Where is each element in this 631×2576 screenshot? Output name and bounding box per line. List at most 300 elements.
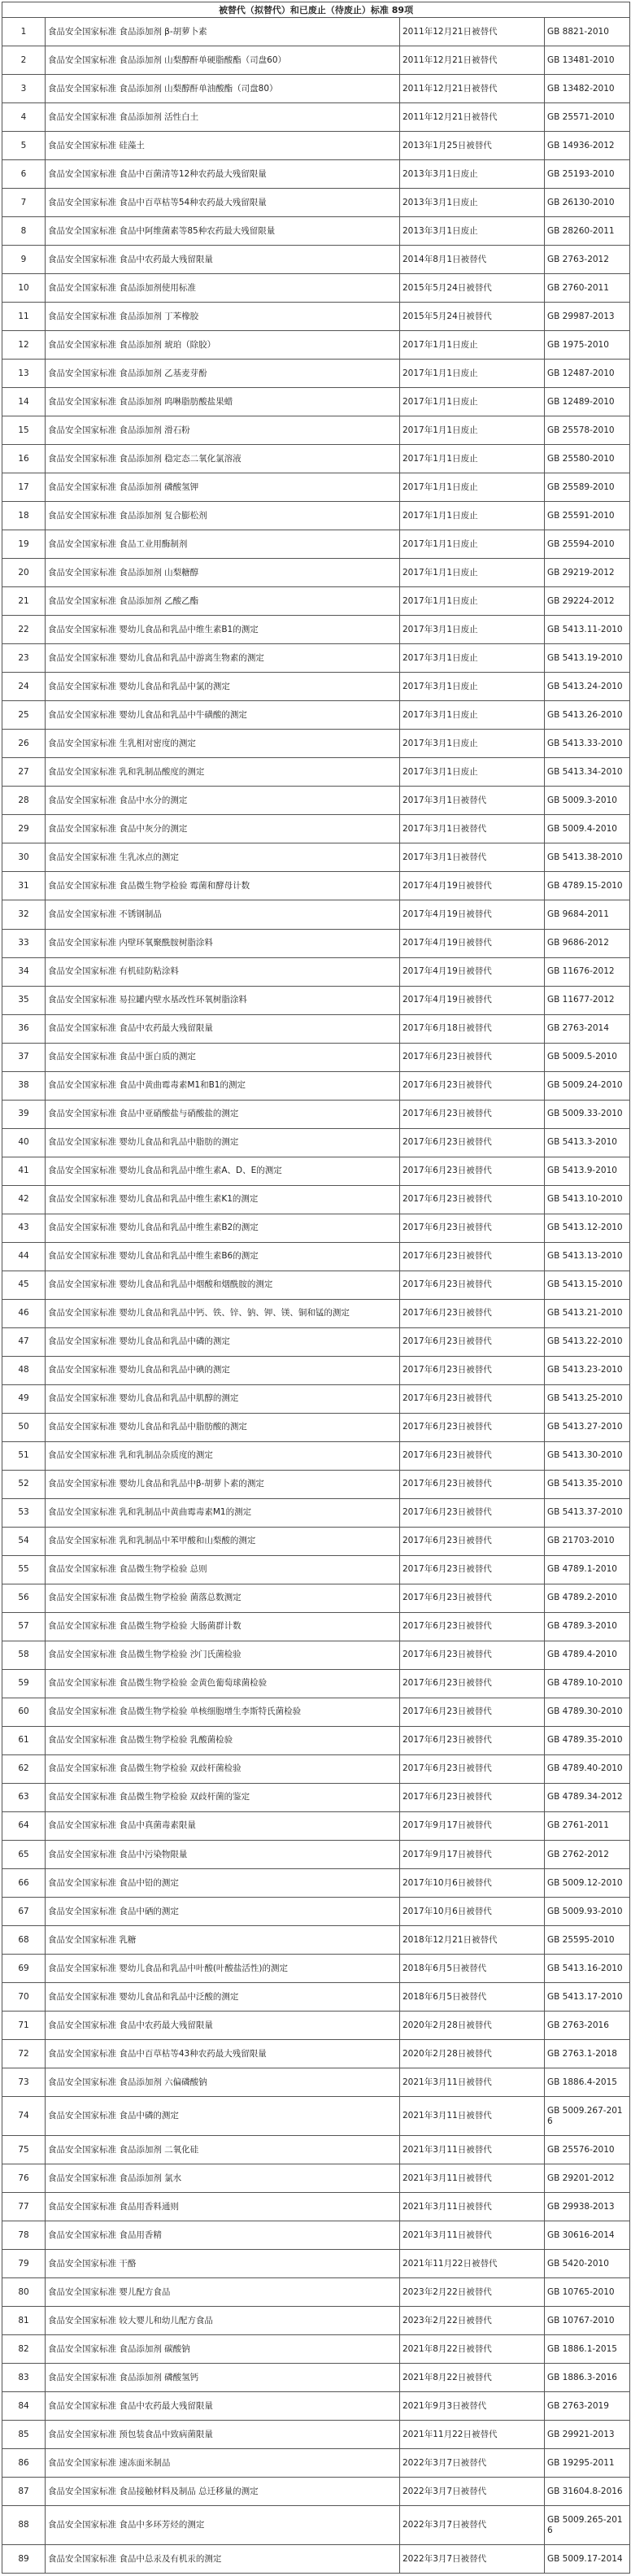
table-row <box>2 303 630 331</box>
standard-code: GB 2763-2016 <box>545 2012 630 2040</box>
standard-name: 食品安全国家标准 婴儿配方食品 <box>46 2278 400 2307</box>
standard-code: GB 5413.35-2010 <box>545 1470 630 1498</box>
table-row <box>2 246 630 274</box>
standard-status: 2017年6月23日被替代 <box>400 1470 545 1498</box>
standard-code: GB 5413.16-2010 <box>545 1955 630 1983</box>
standard-name: 食品安全国家标准 食品微生物学检验 乳酸菌检验 <box>46 1726 400 1754</box>
table-row <box>2 1811 630 1840</box>
row-number: 30 <box>2 843 46 872</box>
standard-name: 食品安全国家标准 婴幼儿食品和乳品中维生素B2的测定 <box>46 1214 400 1242</box>
standard-name: 食品安全国家标准 婴幼儿食品和乳品中脂肪的测定 <box>46 1128 400 1157</box>
row-number: 44 <box>2 1242 46 1271</box>
standard-code: GB 4789.1-2010 <box>545 1555 630 1584</box>
standard-status: 2021年3月11日被替代 <box>400 2097 545 2136</box>
standard-name: 食品安全国家标准 乳和乳制品中黄曲霉毒素M1的测定 <box>46 1498 400 1527</box>
table-row <box>2 2278 630 2307</box>
standard-code: GB 8821-2010 <box>545 18 630 46</box>
table-row <box>2 1555 630 1584</box>
row-number: 79 <box>2 2250 46 2278</box>
table-title-row <box>2 2 630 18</box>
standard-name: 食品安全国家标准 易拉罐内壁水基改性环氧树脂涂料 <box>46 986 400 1014</box>
row-number: 6 <box>2 160 46 189</box>
row-number: 71 <box>2 2012 46 2040</box>
table-row <box>2 787 630 815</box>
row-number: 20 <box>2 559 46 587</box>
row-number: 3 <box>2 75 46 103</box>
standard-status: 2017年6月23日被替代 <box>400 1413 545 1441</box>
table-row <box>2 1584 630 1612</box>
standard-status: 2017年6月23日被替代 <box>400 1441 545 1470</box>
table-row <box>2 758 630 787</box>
standard-status: 2017年1月1日废止 <box>400 473 545 502</box>
standard-code: GB 25576-2010 <box>545 2136 630 2164</box>
row-number: 87 <box>2 2478 46 2506</box>
table-row <box>2 360 630 388</box>
table-row <box>2 1214 630 1242</box>
row-number: 4 <box>2 103 46 132</box>
standard-name: 食品安全国家标准 食品添加剂 复合膨松剂 <box>46 502 400 530</box>
standard-status: 2017年4月19日被替代 <box>400 929 545 957</box>
table-row <box>2 1498 630 1527</box>
standard-status: 2017年6月23日被替代 <box>400 1641 545 1669</box>
standard-code: GB 5413.9-2010 <box>545 1157 630 1185</box>
standard-code: GB 11677-2012 <box>545 986 630 1014</box>
table-row <box>2 843 630 872</box>
standard-code: GB 25193-2010 <box>545 160 630 189</box>
standard-name: 食品安全国家标准 食品中污染物限量 <box>46 1841 400 1869</box>
standard-code: GB 5009.265-2016 <box>545 2506 630 2545</box>
standard-code: GB 26130-2010 <box>545 189 630 217</box>
standard-status: 2017年6月23日被替代 <box>400 1214 545 1242</box>
standard-code: GB 5009.17-2014 <box>545 2545 630 2574</box>
row-number: 63 <box>2 1783 46 1811</box>
standard-name: 食品安全国家标准 婴幼儿食品和乳品中游离生物素的测定 <box>46 644 400 673</box>
standard-name: 食品安全国家标准 婴幼儿食品和乳品中肌醇的测定 <box>46 1384 400 1413</box>
standard-status: 2017年1月1日废止 <box>400 388 545 416</box>
standard-status: 2017年6月23日被替代 <box>400 1698 545 1726</box>
row-number: 82 <box>2 2335 46 2364</box>
standard-status: 2018年12月21日被替代 <box>400 1926 545 1955</box>
row-number: 41 <box>2 1157 46 1185</box>
standard-status: 2014年8月1日被替代 <box>400 246 545 274</box>
standard-code: GB 5413.11-2010 <box>545 616 630 644</box>
standards-table <box>2 2 630 2574</box>
standard-status: 2017年6月23日被替代 <box>400 1327 545 1356</box>
table-row <box>2 587 630 616</box>
table-row <box>2 1898 630 1926</box>
row-number: 19 <box>2 530 46 559</box>
standard-code: GB 5009.3-2010 <box>545 787 630 815</box>
standard-name: 食品安全国家标准 食品添加剂 稳定态二氧化氯溶液 <box>46 445 400 473</box>
standard-status: 2011年12月21日被替代 <box>400 75 545 103</box>
table-row <box>2 1726 630 1754</box>
standard-code: GB 11676-2012 <box>545 957 630 986</box>
standard-code: GB 25571-2010 <box>545 103 630 132</box>
standard-code: GB 29201-2012 <box>545 2164 630 2193</box>
standard-status: 2011年12月21日被替代 <box>400 18 545 46</box>
table-row <box>2 957 630 986</box>
standard-status: 2017年6月23日被替代 <box>400 1384 545 1413</box>
standard-code: GB 2762-2012 <box>545 1841 630 1869</box>
standard-status: 2017年1月1日废止 <box>400 445 545 473</box>
standard-status: 2017年1月1日废止 <box>400 502 545 530</box>
row-number: 62 <box>2 1754 46 1783</box>
row-number: 34 <box>2 957 46 986</box>
standard-code: GB 9684-2011 <box>545 900 630 929</box>
standard-status: 2021年8月22日被替代 <box>400 2335 545 2364</box>
standard-code: GB 13482-2010 <box>545 75 630 103</box>
standard-name: 食品安全国家标准 生乳冰点的测定 <box>46 843 400 872</box>
row-number: 49 <box>2 1384 46 1413</box>
row-number: 52 <box>2 1470 46 1498</box>
standard-name: 食品安全国家标准 婴幼儿食品和乳品中维生素A、D、E的测定 <box>46 1157 400 1185</box>
row-number: 53 <box>2 1498 46 1527</box>
standard-name: 食品安全国家标准 婴幼儿食品和乳品中维生素B1的测定 <box>46 616 400 644</box>
row-number: 55 <box>2 1555 46 1584</box>
row-number: 2 <box>2 46 46 75</box>
standard-status: 2017年10月6日被替代 <box>400 1869 545 1898</box>
table-row <box>2 18 630 46</box>
standard-name: 食品安全国家标准 食品添加剂 山梨糖醇 <box>46 559 400 587</box>
table-row <box>2 132 630 160</box>
row-number: 48 <box>2 1356 46 1384</box>
standard-code: GB 10767-2010 <box>545 2307 630 2335</box>
row-number: 70 <box>2 1983 46 2012</box>
standard-status: 2015年5月24日被替代 <box>400 274 545 303</box>
table-row <box>2 1185 630 1214</box>
standard-status: 2017年10月6日被替代 <box>400 1898 545 1926</box>
standard-status: 2017年3月1日废止 <box>400 730 545 758</box>
standard-name: 食品安全国家标准 食品工业用酶制剂 <box>46 530 400 559</box>
standard-status: 2017年6月23日被替代 <box>400 1612 545 1641</box>
table-row <box>2 616 630 644</box>
standard-name: 食品安全国家标准 乳和乳制品杂质度的测定 <box>46 1441 400 1470</box>
standard-code: GB 13481-2010 <box>545 46 630 75</box>
table-row <box>2 2164 630 2193</box>
row-number: 77 <box>2 2193 46 2221</box>
row-number: 81 <box>2 2307 46 2335</box>
table-row <box>2 872 630 900</box>
standard-status: 2017年4月19日被替代 <box>400 900 545 929</box>
standard-code: GB 5009.5-2010 <box>545 1043 630 1071</box>
standard-status: 2013年3月1日废止 <box>400 189 545 217</box>
row-number: 15 <box>2 416 46 445</box>
standard-code: GB 29921-2013 <box>545 2421 630 2449</box>
row-number: 89 <box>2 2545 46 2574</box>
standard-name: 食品安全国家标准 食品添加剂 氯水 <box>46 2164 400 2193</box>
standard-name: 食品安全国家标准 干酪 <box>46 2250 400 2278</box>
table-row <box>2 331 630 360</box>
standard-name: 食品安全国家标准 预包装食品中致病菌限量 <box>46 2421 400 2449</box>
standard-status: 2017年6月23日被替代 <box>400 1242 545 1271</box>
table-row <box>2 730 630 758</box>
standard-name: 食品安全国家标准 食品添加剂 磷酸氢钾 <box>46 473 400 502</box>
row-number: 28 <box>2 787 46 815</box>
row-number: 14 <box>2 388 46 416</box>
standard-status: 2017年1月1日废止 <box>400 360 545 388</box>
row-number: 46 <box>2 1299 46 1327</box>
standard-name: 食品安全国家标准 食品微生物学检验 大肠菌群计数 <box>46 1612 400 1641</box>
standard-name: 食品安全国家标准 食品添加剂 乙酸乙酯 <box>46 587 400 616</box>
standard-status: 2017年3月1日被替代 <box>400 843 545 872</box>
standard-status: 2017年3月1日废止 <box>400 616 545 644</box>
row-number: 8 <box>2 217 46 246</box>
row-number: 67 <box>2 1898 46 1926</box>
standard-name: 食品安全国家标准 不锈钢制品 <box>46 900 400 929</box>
standard-name: 食品安全国家标准 内壁环氧聚酰胺树脂涂料 <box>46 929 400 957</box>
standard-status: 2017年4月19日被替代 <box>400 986 545 1014</box>
standard-code: GB 28260-2011 <box>545 217 630 246</box>
standard-status: 2017年3月1日被替代 <box>400 787 545 815</box>
standard-name: 食品安全国家标准 食品中总汞及有机汞的测定 <box>46 2545 400 2574</box>
row-number: 37 <box>2 1043 46 1071</box>
row-number: 21 <box>2 587 46 616</box>
standard-name: 食品安全国家标准 乳和乳制品中苯甲酸和山梨酸的测定 <box>46 1527 400 1555</box>
standard-name: 食品安全国家标准 食品中百草枯等43种农药最大残留限量 <box>46 2040 400 2068</box>
standard-name: 食品安全国家标准 食品中硒的测定 <box>46 1898 400 1926</box>
standard-code: GB 30616-2014 <box>545 2221 630 2250</box>
table-row <box>2 1869 630 1898</box>
standard-name: 食品安全国家标准 食品添加剂 碳酸钠 <box>46 2335 400 2364</box>
table-row <box>2 1356 630 1384</box>
standard-name: 食品安全国家标准 硅藻土 <box>46 132 400 160</box>
standard-code: GB 5413.37-2010 <box>545 1498 630 1527</box>
row-number: 47 <box>2 1327 46 1356</box>
row-number: 54 <box>2 1527 46 1555</box>
standard-name: 食品安全国家标准 食品中水分的测定 <box>46 787 400 815</box>
table-row <box>2 1754 630 1783</box>
standard-name: 食品安全国家标准 食品中农药最大残留限量 <box>46 1014 400 1043</box>
standard-code: GB 21703-2010 <box>545 1527 630 1555</box>
standard-status: 2022年3月7日被替代 <box>400 2545 545 2574</box>
row-number: 10 <box>2 274 46 303</box>
table-row <box>2 530 630 559</box>
standard-name: 食品安全国家标准 食品微生物学检验 沙门氏菌检验 <box>46 1641 400 1669</box>
standard-status: 2013年1月25日被替代 <box>400 132 545 160</box>
table-row <box>2 1327 630 1356</box>
standard-name: 食品安全国家标准 婴幼儿食品和乳品中泛酸的测定 <box>46 1983 400 2012</box>
table-row <box>2 1470 630 1498</box>
row-number: 66 <box>2 1869 46 1898</box>
standard-code: GB 4789.3-2010 <box>545 1612 630 1641</box>
row-number: 29 <box>2 815 46 843</box>
standard-code: GB 5413.38-2010 <box>545 843 630 872</box>
row-number: 51 <box>2 1441 46 1470</box>
standard-status: 2013年3月1日废止 <box>400 160 545 189</box>
table-row <box>2 900 630 929</box>
standard-name: 食品安全国家标准 食品中灰分的测定 <box>46 815 400 843</box>
table-row <box>2 1271 630 1299</box>
table-row <box>2 1612 630 1641</box>
row-number: 60 <box>2 1698 46 1726</box>
standard-code: GB 5009.267-2016 <box>545 2097 630 2136</box>
table-row <box>2 2040 630 2068</box>
standard-status: 2022年3月7日被替代 <box>400 2506 545 2545</box>
row-number: 5 <box>2 132 46 160</box>
table-row <box>2 2478 630 2506</box>
standard-status: 2021年3月11日被替代 <box>400 2164 545 2193</box>
standard-status: 2021年11月22日被替代 <box>400 2421 545 2449</box>
row-number: 74 <box>2 2097 46 2136</box>
standard-name: 食品安全国家标准 食品中农药最大残留限量 <box>46 2392 400 2421</box>
standard-status: 2017年6月23日被替代 <box>400 1584 545 1612</box>
table-row <box>2 2250 630 2278</box>
standard-status: 2017年3月1日废止 <box>400 673 545 701</box>
standard-name: 食品安全国家标准 婴幼儿食品和乳品中钙、铁、锌、钠、钾、镁、铜和锰的测定 <box>46 1299 400 1327</box>
standard-status: 2017年3月1日被替代 <box>400 815 545 843</box>
standard-name: 食品安全国家标准 婴幼儿食品和乳品中脂肪酸的测定 <box>46 1413 400 1441</box>
standard-status: 2017年3月1日废止 <box>400 644 545 673</box>
table-row <box>2 445 630 473</box>
standard-status: 2013年3月1日废止 <box>400 217 545 246</box>
row-number: 59 <box>2 1669 46 1698</box>
standard-status: 2017年6月23日被替代 <box>400 1726 545 1754</box>
standard-name: 食品安全国家标准 食品微生物学检验 总则 <box>46 1555 400 1584</box>
table-row <box>2 559 630 587</box>
standard-status: 2021年8月22日被替代 <box>400 2364 545 2392</box>
standard-status: 2017年6月23日被替代 <box>400 1669 545 1698</box>
standard-code: GB 14936-2012 <box>545 132 630 160</box>
table-row <box>2 1014 630 1043</box>
table-row <box>2 1983 630 2012</box>
table-row <box>2 1841 630 1869</box>
standard-name: 食品安全国家标准 食品中百菌清等12种农药最大残留限量 <box>46 160 400 189</box>
table-row <box>2 160 630 189</box>
standard-name: 食品安全国家标准 婴幼儿食品和乳品中磷的测定 <box>46 1327 400 1356</box>
table-row <box>2 1299 630 1327</box>
standard-code: GB 25594-2010 <box>545 530 630 559</box>
standard-name: 食品安全国家标准 食品用香精 <box>46 2221 400 2250</box>
standard-code: GB 2761-2011 <box>545 1811 630 1840</box>
row-number: 27 <box>2 758 46 787</box>
table-row <box>2 1384 630 1413</box>
standard-code: GB 5413.26-2010 <box>545 701 630 730</box>
standard-name: 食品安全国家标准 食品中百草枯等54种农药最大残留限量 <box>46 189 400 217</box>
row-number: 69 <box>2 1955 46 1983</box>
table-row <box>2 1071 630 1100</box>
standard-code: GB 5413.15-2010 <box>545 1271 630 1299</box>
standard-code: GB 4789.2-2010 <box>545 1584 630 1612</box>
table-row <box>2 75 630 103</box>
table-row <box>2 1926 630 1955</box>
standard-name: 食品安全国家标准 食品中铅的测定 <box>46 1869 400 1898</box>
standard-code: GB 5413.25-2010 <box>545 1384 630 1413</box>
standard-code: GB 25595-2010 <box>545 1926 630 1955</box>
standard-code: GB 5413.19-2010 <box>545 644 630 673</box>
standard-status: 2017年6月23日被替代 <box>400 1043 545 1071</box>
table-row <box>2 2307 630 2335</box>
row-number: 32 <box>2 900 46 929</box>
standard-name: 食品安全国家标准 婴幼儿食品和乳品中叶酸(叶酸盐活性)的测定 <box>46 1955 400 1983</box>
standard-code: GB 1975-2010 <box>545 331 630 360</box>
table-row <box>2 2193 630 2221</box>
standard-status: 2017年1月1日废止 <box>400 559 545 587</box>
standard-status: 2022年3月7日被替代 <box>400 2449 545 2478</box>
row-number: 9 <box>2 246 46 274</box>
standard-code: GB 25578-2010 <box>545 416 630 445</box>
standard-name: 食品安全国家标准 食品添加剂使用标准 <box>46 274 400 303</box>
standard-code: GB 5413.3-2010 <box>545 1128 630 1157</box>
row-number: 61 <box>2 1726 46 1754</box>
standard-status: 2017年6月23日被替代 <box>400 1754 545 1783</box>
standard-code: GB 29938-2013 <box>545 2193 630 2221</box>
table-row <box>2 1413 630 1441</box>
table-row <box>2 388 630 416</box>
row-number: 38 <box>2 1071 46 1100</box>
table-row <box>2 1783 630 1811</box>
standard-code: GB 1886.4-2015 <box>545 2068 630 2097</box>
table-row <box>2 986 630 1014</box>
standard-name: 食品安全国家标准 食品中亚硝酸盐与硝酸盐的测定 <box>46 1100 400 1128</box>
standard-code: GB 4789.40-2010 <box>545 1754 630 1783</box>
standard-name: 食品安全国家标准 食品添加剂 乙基麦芽酚 <box>46 360 400 388</box>
standard-name: 食品安全国家标准 食品中磷的测定 <box>46 2097 400 2136</box>
table-row <box>2 1527 630 1555</box>
standard-code: GB 31604.8-2016 <box>545 2478 630 2506</box>
standard-status: 2021年9月3日被替代 <box>400 2392 545 2421</box>
standard-status: 2017年6月23日被替代 <box>400 1299 545 1327</box>
standard-status: 2017年1月1日废止 <box>400 587 545 616</box>
standard-name: 食品安全国家标准 速冻面米制品 <box>46 2449 400 2478</box>
standard-name: 食品安全国家标准 食品添加剂 山梨醇酐单油酸酯（司盘80） <box>46 75 400 103</box>
standard-code: GB 29219-2012 <box>545 559 630 587</box>
table-row <box>2 929 630 957</box>
table-row <box>2 2068 630 2097</box>
standard-code: GB 5009.33-2010 <box>545 1100 630 1128</box>
standard-status: 2021年3月11日被替代 <box>400 2221 545 2250</box>
row-number: 35 <box>2 986 46 1014</box>
standard-name: 食品安全国家标准 食品添加剂 滑石粉 <box>46 416 400 445</box>
standard-status: 2011年12月21日被替代 <box>400 46 545 75</box>
row-number: 39 <box>2 1100 46 1128</box>
standard-status: 2017年3月1日废止 <box>400 758 545 787</box>
row-number: 57 <box>2 1612 46 1641</box>
standard-name: 食品安全国家标准 食品微生物学检验 双歧杆菌检验 <box>46 1754 400 1783</box>
standard-name: 食品安全国家标准 婴幼儿食品和乳品中维生素K1的测定 <box>46 1185 400 1214</box>
standard-name: 食品安全国家标准 食品用香料通则 <box>46 2193 400 2221</box>
standard-status: 2017年6月23日被替代 <box>400 1071 545 1100</box>
table-row <box>2 2545 630 2574</box>
table-row <box>2 1242 630 1271</box>
standard-code: GB 5413.22-2010 <box>545 1327 630 1356</box>
standard-code: GB 5413.27-2010 <box>545 1413 630 1441</box>
standard-code: GB 10765-2010 <box>545 2278 630 2307</box>
table-row <box>2 2392 630 2421</box>
standard-code: GB 29224-2012 <box>545 587 630 616</box>
standard-code: GB 1886.3-2016 <box>545 2364 630 2392</box>
row-number: 50 <box>2 1413 46 1441</box>
standard-code: GB 5413.33-2010 <box>545 730 630 758</box>
standard-name: 食品安全国家标准 食品添加剂 磷酸氢钙 <box>46 2364 400 2392</box>
standard-name: 食品安全国家标准 食品中真菌毒素限量 <box>46 1811 400 1840</box>
standard-status: 2017年1月1日废止 <box>400 530 545 559</box>
row-number: 7 <box>2 189 46 217</box>
row-number: 24 <box>2 673 46 701</box>
row-number: 18 <box>2 502 46 530</box>
standard-status: 2015年5月24日被替代 <box>400 303 545 331</box>
table-title: 被替代（拟替代）和已废止（待废止）标准 89项 <box>2 2 630 18</box>
standard-code: GB 29987-2013 <box>545 303 630 331</box>
standard-status: 2017年6月23日被替代 <box>400 1498 545 1527</box>
standard-name: 食品安全国家标准 乳和乳制品酸度的测定 <box>46 758 400 787</box>
table-row <box>2 701 630 730</box>
table-row <box>2 1128 630 1157</box>
standard-name: 食品安全国家标准 食品添加剂 丁苯橡胶 <box>46 303 400 331</box>
standard-code: GB 2763-2012 <box>545 246 630 274</box>
standard-status: 2017年6月23日被替代 <box>400 1128 545 1157</box>
row-number: 65 <box>2 1841 46 1869</box>
table-row <box>2 103 630 132</box>
